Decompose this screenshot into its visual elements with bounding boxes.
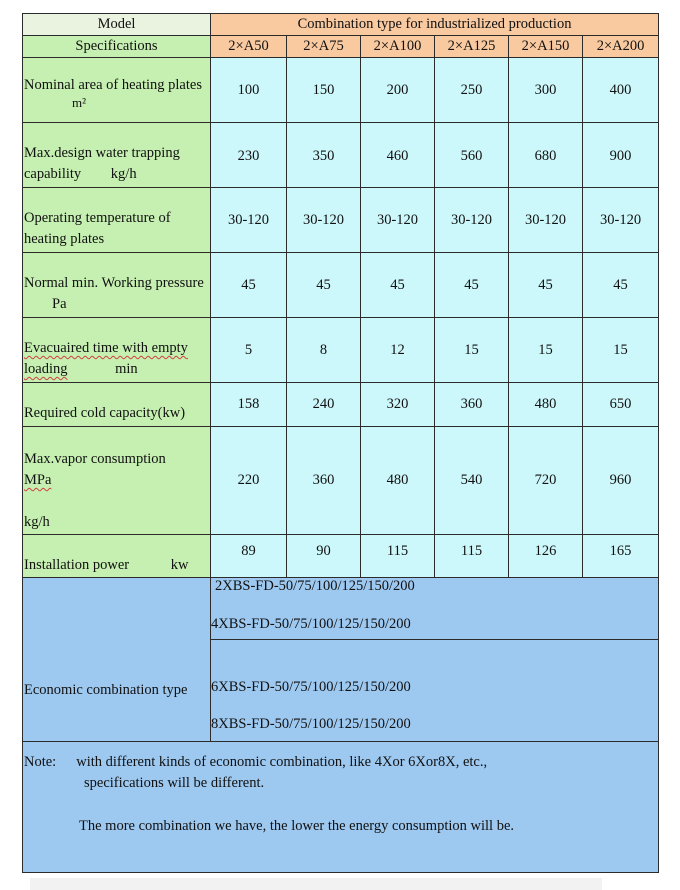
table-cell: 960 bbox=[583, 427, 659, 535]
table-cell: 15 bbox=[583, 318, 659, 383]
table-cell: 300 bbox=[509, 58, 583, 123]
row-label-working-pressure bbox=[23, 253, 211, 318]
table-row bbox=[23, 188, 659, 253]
row-label-text: Installation power bbox=[24, 557, 130, 573]
note-line-1 bbox=[24, 752, 657, 773]
header-row-specs bbox=[23, 36, 659, 58]
row-unit: Pa bbox=[52, 296, 67, 312]
economic-types-bottom bbox=[211, 640, 659, 742]
table-cell: 8 bbox=[287, 318, 361, 383]
table-cell: 250 bbox=[435, 58, 509, 123]
economic-types-top bbox=[211, 578, 659, 640]
table-cell: 45 bbox=[211, 253, 287, 318]
model-col-2xa200: 2×A200 bbox=[583, 36, 659, 58]
row-label-installation-power bbox=[23, 535, 211, 578]
row-label-vapor-consumption bbox=[23, 427, 211, 535]
table-cell: 5 bbox=[211, 318, 287, 383]
model-col-2xa100: 2×A100 bbox=[361, 36, 435, 58]
economic-row-bottom bbox=[23, 640, 659, 742]
table-cell: 45 bbox=[361, 253, 435, 318]
spec-table bbox=[22, 13, 659, 873]
table-cell: 200 bbox=[361, 58, 435, 123]
row-unit: kw bbox=[170, 557, 189, 573]
table-cell: 30-120 bbox=[287, 188, 361, 253]
table-cell: 30-120 bbox=[211, 188, 287, 253]
economic-type-8x: 8XBS-FD-50/75/100/125/150/200 bbox=[211, 716, 411, 732]
economic-label-spacer-top bbox=[23, 578, 211, 640]
economic-type-2x: 2XBS-FD-50/75/100/125/150/200 bbox=[215, 578, 415, 594]
table-row bbox=[23, 535, 659, 578]
note-text-1: with different kinds of economic combination, like 4Xor 6Xor8X, etc., bbox=[76, 754, 488, 770]
row-label-text: Max.vapor consumption bbox=[24, 451, 166, 467]
table-cell: 115 bbox=[361, 535, 435, 578]
table-cell: 720 bbox=[509, 427, 583, 535]
row-label-nominal-area bbox=[23, 58, 211, 123]
table-row bbox=[23, 58, 659, 123]
model-col-2xa75: 2×A75 bbox=[287, 36, 361, 58]
row-label-cold-capacity: Required cold capacity(kw) bbox=[23, 383, 211, 427]
row-unit: m² bbox=[72, 95, 87, 110]
model-header: Model bbox=[23, 14, 211, 36]
combination-type-header: Combination type for industrialized production bbox=[211, 14, 659, 36]
model-col-2xa125: 2×A125 bbox=[435, 36, 509, 58]
table-cell: 240 bbox=[287, 383, 361, 427]
table-cell: 230 bbox=[211, 123, 287, 188]
table-cell: 30-120 bbox=[509, 188, 583, 253]
row-unit: min bbox=[115, 361, 138, 377]
table-cell: 30-120 bbox=[435, 188, 509, 253]
footer-bar bbox=[30, 878, 602, 890]
header-row-model bbox=[23, 14, 659, 36]
table-cell: 680 bbox=[509, 123, 583, 188]
note-row bbox=[23, 742, 659, 873]
table-row bbox=[23, 383, 659, 427]
table-cell: 150 bbox=[287, 58, 361, 123]
economic-type-4x: 4XBS-FD-50/75/100/125/150/200 bbox=[211, 616, 411, 632]
table-cell: 360 bbox=[435, 383, 509, 427]
model-col-2xa50: 2×A50 bbox=[211, 36, 287, 58]
specifications-header: Specifications bbox=[23, 36, 211, 58]
economic-combination-label: Economic combination type bbox=[23, 640, 211, 742]
table-cell: 460 bbox=[361, 123, 435, 188]
table-cell: 126 bbox=[509, 535, 583, 578]
table-cell: 158 bbox=[211, 383, 287, 427]
economic-row-top bbox=[23, 578, 659, 640]
table-cell: 45 bbox=[583, 253, 659, 318]
table-row bbox=[23, 253, 659, 318]
model-col-2xa150: 2×A150 bbox=[509, 36, 583, 58]
row-label-text: Nominal area of heating plates bbox=[24, 77, 202, 93]
economic-type-6x: 6XBS-FD-50/75/100/125/150/200 bbox=[211, 679, 411, 695]
table-cell: 220 bbox=[211, 427, 287, 535]
table-row bbox=[23, 123, 659, 188]
table-cell: 45 bbox=[435, 253, 509, 318]
table-cell: 90 bbox=[287, 535, 361, 578]
table-cell: 560 bbox=[435, 123, 509, 188]
table-cell: 45 bbox=[287, 253, 361, 318]
row-label-water-trapping bbox=[23, 123, 211, 188]
row-label-operating-temperature: Operating temperature of heating plates bbox=[23, 188, 211, 253]
table-cell: 400 bbox=[583, 58, 659, 123]
note-line-3: The more combination we have, the lower the energy consumption will be. bbox=[79, 818, 515, 834]
note-prefix: Note: bbox=[24, 754, 57, 770]
note-block bbox=[23, 742, 659, 873]
row-unit: MPa bbox=[24, 472, 52, 488]
table-cell: 540 bbox=[435, 427, 509, 535]
table-cell: 480 bbox=[361, 427, 435, 535]
table-cell: 12 bbox=[361, 318, 435, 383]
table-cell: 115 bbox=[435, 535, 509, 578]
table-cell: 360 bbox=[287, 427, 361, 535]
table-cell: 165 bbox=[583, 535, 659, 578]
table-row bbox=[23, 427, 659, 535]
row-label-text: Evacuaired time with empty loading bbox=[24, 340, 188, 377]
table-cell: 15 bbox=[435, 318, 509, 383]
table-cell: 480 bbox=[509, 383, 583, 427]
table-cell: 30-120 bbox=[361, 188, 435, 253]
table-cell: 30-120 bbox=[583, 188, 659, 253]
table-row bbox=[23, 318, 659, 383]
row-unit-secondary: kg/h bbox=[24, 514, 50, 530]
table-cell: 350 bbox=[287, 123, 361, 188]
table-cell: 15 bbox=[509, 318, 583, 383]
table-cell: 89 bbox=[211, 535, 287, 578]
table-cell: 45 bbox=[509, 253, 583, 318]
table-cell: 100 bbox=[211, 58, 287, 123]
row-label-text: Max.design water trapping capability bbox=[24, 145, 180, 182]
table-cell: 900 bbox=[583, 123, 659, 188]
table-cell: 320 bbox=[361, 383, 435, 427]
row-label-evacuated-time bbox=[23, 318, 211, 383]
row-label-text: Normal min. Working pressure bbox=[24, 275, 204, 291]
specification-sheet bbox=[22, 13, 658, 873]
note-line-2: specifications will be different. bbox=[84, 775, 265, 791]
row-unit: kg/h bbox=[110, 166, 137, 182]
table-cell: 650 bbox=[583, 383, 659, 427]
